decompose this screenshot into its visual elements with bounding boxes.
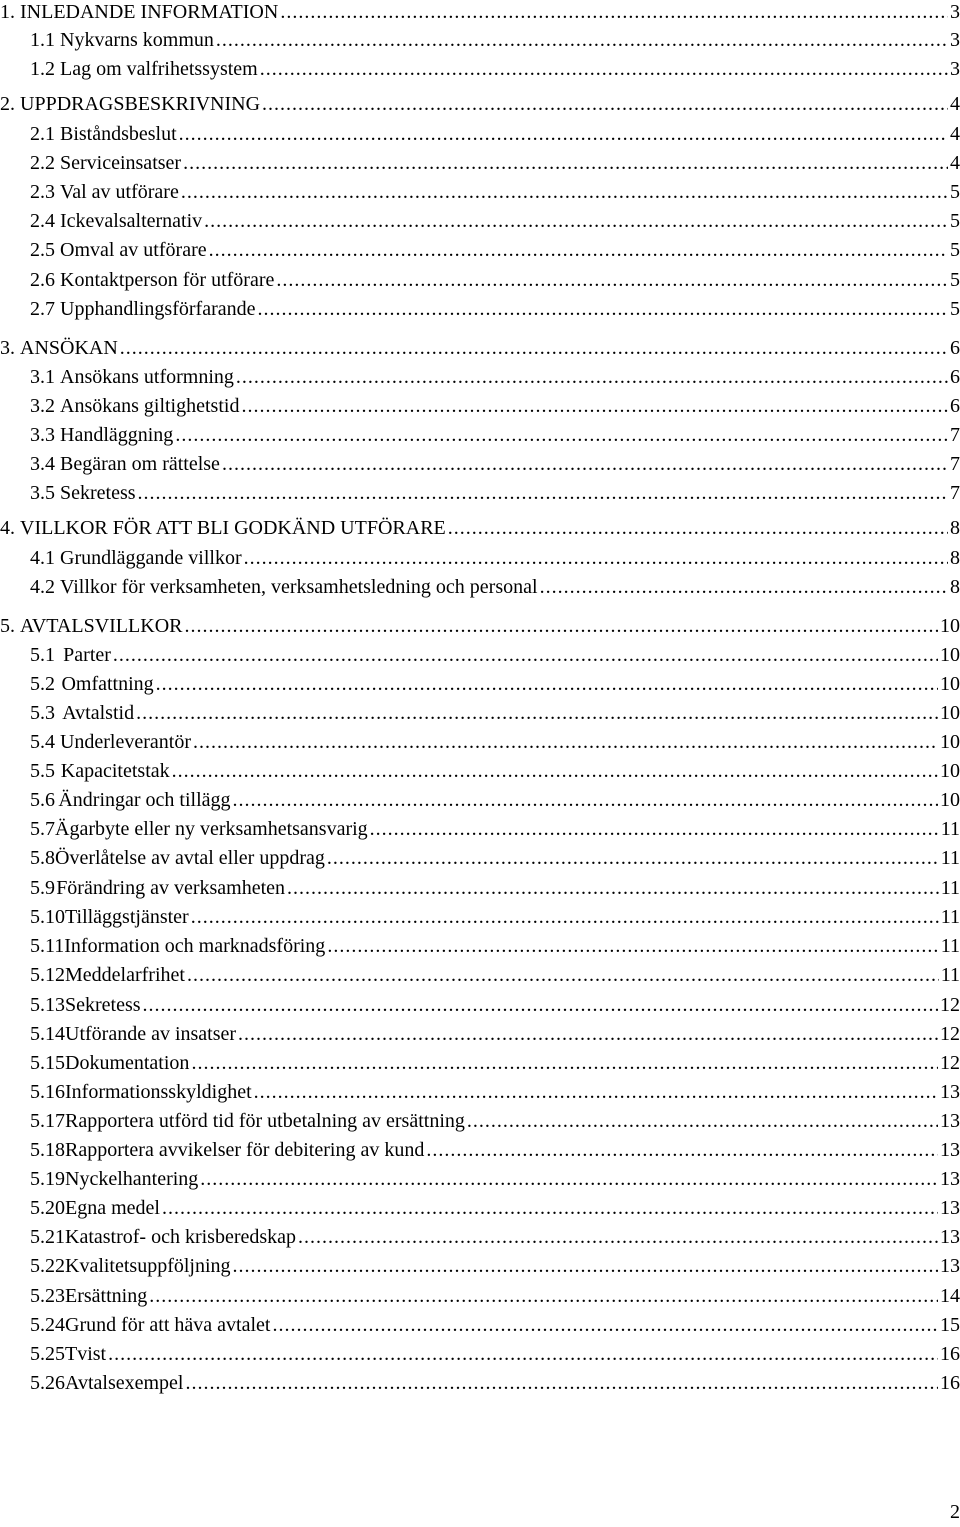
toc-entry-title: VILLKOR FÖR ATT BLI GODKÄND UTFÖRARE (20, 517, 446, 539)
toc-entry-line (0, 0, 960, 24)
toc-entry-page: 3 (950, 1, 960, 23)
toc-entry-number: 5. (0, 615, 15, 637)
toc-entry-page: 10 (940, 702, 960, 724)
toc-entry-page: 11 (940, 877, 960, 899)
toc-entry[interactable] (0, 28, 960, 52)
toc-entry-number: 5.16 (30, 1081, 65, 1103)
toc-entry-title: Nyckelhantering (65, 1168, 199, 1190)
toc-entry-line (30, 817, 960, 841)
toc-entry[interactable] (0, 876, 960, 900)
toc-entry[interactable] (0, 643, 960, 667)
toc-entry-page: 6 (950, 395, 960, 417)
toc-entry-line (30, 730, 960, 754)
toc-entry[interactable] (0, 993, 960, 1017)
toc-dot-leader (276, 268, 948, 292)
toc-entry-number: 5.23 (30, 1285, 65, 1307)
toc-entry-line (30, 1254, 960, 1278)
toc-entry-line (30, 180, 960, 204)
toc-entry-title: Kapacitetstak (60, 760, 170, 782)
toc-entry-title: Omval av utförare (60, 239, 207, 261)
toc-entry-number: 1.1 (30, 29, 55, 51)
toc-entry-page: 11 (940, 964, 960, 986)
toc-entry-number: 3.1 (30, 366, 55, 388)
toc-entry-line (30, 57, 960, 81)
toc-dot-leader (238, 1022, 938, 1046)
toc-entry-title: Grund för att häva avtalet (65, 1314, 271, 1336)
toc-entry-page: 6 (950, 366, 960, 388)
toc-entry-line (30, 394, 960, 418)
toc-entry[interactable] (0, 57, 960, 81)
toc-entry[interactable] (0, 209, 960, 233)
toc-entry[interactable] (0, 297, 960, 321)
toc-entry-title: Ersättning (65, 1285, 148, 1307)
toc-entry[interactable] (0, 1167, 960, 1191)
toc-entry[interactable] (0, 1371, 960, 1395)
toc-entry-line (30, 876, 960, 900)
toc-entry-page: 10 (940, 760, 960, 782)
toc-dot-leader (184, 614, 938, 638)
toc-entry-title: Villkor för verksamheten, verksamhetsledning och personal (60, 576, 538, 598)
toc-entry-number: 5.20 (30, 1197, 65, 1219)
toc-entry-number: 5.4 (30, 731, 55, 753)
toc-entry-line (0, 92, 960, 116)
toc-entry-line (30, 1313, 960, 1337)
toc-entry-title: Parter (63, 644, 111, 666)
toc-entry[interactable] (0, 905, 960, 929)
toc-entry-number: 1. (0, 1, 15, 23)
toc-entry-title: Ansökans giltighetstid (60, 395, 240, 417)
toc-dot-leader (280, 0, 948, 24)
toc-entry-title: Tilläggstjänster (65, 906, 189, 928)
toc-entry-number: 3.2 (30, 395, 55, 417)
toc-entry-page: 16 (940, 1372, 960, 1394)
toc-entry-title: Rapportera avvikelser för debitering av kund (65, 1139, 425, 1161)
toc-entry-number: 5.5 (30, 760, 55, 782)
toc-dot-leader (181, 180, 948, 204)
toc-entry-line (30, 1225, 960, 1249)
toc-entry[interactable] (0, 151, 960, 175)
toc-entry-number: 5.18 (30, 1139, 65, 1161)
toc-entry-number: 4.2 (30, 576, 55, 598)
toc-entry[interactable] (0, 1022, 960, 1046)
toc-entry-line (30, 209, 960, 233)
toc-entry-title: Biståndsbeslut (60, 123, 177, 145)
toc-entry[interactable] (0, 1138, 960, 1162)
toc-entry-page: 8 (950, 576, 960, 598)
toc-entry[interactable] (0, 516, 960, 540)
toc-dot-leader (183, 151, 948, 175)
toc-dot-leader (191, 905, 939, 929)
toc-entry-number: 2.7 (30, 298, 55, 320)
toc-entry-title: Sekretess (60, 482, 136, 504)
toc-entry-page: 13 (940, 1197, 960, 1219)
toc-entry-line (30, 1022, 960, 1046)
toc-entry-page: 8 (950, 517, 960, 539)
toc-entry[interactable] (0, 934, 960, 958)
toc-entry[interactable] (0, 268, 960, 292)
toc-entry[interactable] (0, 1196, 960, 1220)
toc-entry-title: Tvist (65, 1343, 107, 1365)
toc-entry-page: 13 (940, 1255, 960, 1277)
toc-dot-leader (179, 122, 948, 146)
toc-entry[interactable] (0, 0, 960, 24)
toc-entry-page: 7 (950, 424, 960, 446)
toc-entry-line (30, 365, 960, 389)
toc-entry-page: 10 (940, 644, 960, 666)
toc-dot-leader (287, 876, 939, 900)
toc-dot-leader (222, 452, 948, 476)
toc-entry-page: 15 (940, 1314, 960, 1336)
toc-entry-page: 6 (950, 337, 960, 359)
toc-entry-title: Förändring av verksamheten (56, 877, 286, 899)
toc-entry-page: 7 (950, 453, 960, 475)
toc-entry[interactable] (0, 423, 960, 447)
toc-entry[interactable] (0, 1225, 960, 1249)
toc-entry-number: 3.5 (30, 482, 55, 504)
toc-entry-line (30, 1109, 960, 1133)
toc-entry-page: 4 (950, 123, 960, 145)
toc-dot-leader (191, 1051, 938, 1075)
toc-entry[interactable] (0, 730, 960, 754)
toc-entry[interactable] (0, 672, 960, 696)
toc-entry-page: 13 (940, 1226, 960, 1248)
toc-dot-leader (120, 336, 948, 360)
toc-entry[interactable] (0, 575, 960, 599)
toc-entry-page: 12 (940, 1052, 960, 1074)
toc-entry-title: INLEDANDE INFORMATION (20, 1, 279, 23)
toc-entry-number: 3. (0, 337, 15, 359)
toc-entry-page: 5 (950, 181, 960, 203)
page-number: 2 (950, 1501, 960, 1523)
toc-entry-line (30, 993, 960, 1017)
toc-entry-number: 2. (0, 93, 15, 115)
toc-entry[interactable] (0, 1080, 960, 1104)
toc-entry[interactable] (0, 546, 960, 570)
toc-entry-number: 5.26 (30, 1372, 65, 1394)
toc-entry-line (30, 1080, 960, 1104)
toc-dot-leader (113, 643, 938, 667)
toc-entry-number: 5.3 (30, 702, 55, 724)
toc-dot-leader (241, 394, 948, 418)
toc-dot-leader (209, 238, 948, 262)
toc-dot-leader (143, 993, 938, 1017)
toc-entry-number: 2.5 (30, 239, 55, 261)
toc-entry-number: 3.3 (30, 424, 55, 446)
toc-dot-leader (540, 575, 948, 599)
toc-entry-number: 4. (0, 517, 15, 539)
toc-entry[interactable] (0, 846, 960, 870)
toc-entry[interactable] (0, 759, 960, 783)
toc-entry-title: Val av utförare (60, 181, 179, 203)
toc-entry-line (30, 546, 960, 570)
toc-entry-title: Informationsskyldighet (65, 1081, 252, 1103)
toc-entry-number: 5.15 (30, 1052, 65, 1074)
toc-dot-leader (136, 701, 938, 725)
toc-dot-leader (236, 365, 948, 389)
toc-entry-number: 5.6 (30, 789, 55, 811)
toc-dot-leader (204, 209, 948, 233)
toc-entry-page: 8 (950, 547, 960, 569)
toc-entry-number: 5.2 (30, 673, 55, 695)
toc-entry-title: Avtalsexempel (65, 1372, 184, 1394)
toc-entry-number: 5.17 (30, 1110, 65, 1132)
toc-entry[interactable] (0, 1109, 960, 1133)
toc-entry-page: 3 (950, 29, 960, 51)
toc-entry[interactable] (0, 365, 960, 389)
toc-entry-line (30, 1196, 960, 1220)
toc-entry-page: 13 (940, 1168, 960, 1190)
toc-entry-number: 5.24 (30, 1314, 65, 1336)
toc-entry-title: UPPDRAGSBESKRIVNING (20, 93, 261, 115)
toc-entry-page: 10 (940, 615, 960, 637)
toc-entry-line (30, 1138, 960, 1162)
toc-entry-line (30, 905, 960, 929)
toc-entry-page: 5 (950, 210, 960, 232)
toc-entry-page: 12 (940, 1023, 960, 1045)
toc-entry-title: Avtalstid (62, 702, 135, 724)
toc-entry-page: 12 (940, 994, 960, 1016)
toc-entry-number: 4.1 (30, 547, 55, 569)
toc-entry-page: 10 (940, 789, 960, 811)
toc-dot-leader (138, 481, 948, 505)
toc-entry-number: 5.12 (30, 964, 65, 986)
toc-entry[interactable] (0, 481, 960, 505)
toc-entry-line (0, 516, 960, 540)
toc-entry-line (30, 701, 960, 725)
toc-entry-title: Underleverantör (59, 731, 191, 753)
toc-entry[interactable] (0, 701, 960, 725)
toc-entry-page: 7 (950, 482, 960, 504)
toc-entry-page: 5 (950, 269, 960, 291)
toc-entry-page: 10 (940, 673, 960, 695)
toc-entry-line (30, 1342, 960, 1366)
toc-entry[interactable] (0, 817, 960, 841)
toc-dot-leader (272, 1313, 938, 1337)
toc-entry-page: 4 (950, 93, 960, 115)
toc-entry-number: 5.10 (30, 906, 65, 928)
toc-entry-title: Rapportera utförd tid för utbetalning av ersättning (65, 1110, 465, 1132)
toc-entry[interactable] (0, 452, 960, 476)
toc-entry-page: 11 (940, 818, 960, 840)
toc-dot-leader (172, 759, 938, 783)
toc-entry-title: Överlåtelse av avtal eller uppdrag (55, 847, 325, 869)
toc-entry-line (30, 575, 960, 599)
toc-entry[interactable] (0, 1284, 960, 1308)
toc-entry-title: Ansökans utformning (60, 366, 234, 388)
toc-dot-leader (327, 934, 938, 958)
toc-entry-line (30, 846, 960, 870)
toc-entry-title: Handläggning (60, 424, 174, 446)
toc-entry-number: 2.4 (30, 210, 55, 232)
toc-entry-title: Meddelarfrihet (65, 964, 185, 986)
toc-entry-line (30, 788, 960, 812)
toc-entry-number: 1.2 (30, 58, 55, 80)
toc-entry-title: Information och marknadsföring (64, 935, 326, 957)
toc-entry-number: 2.2 (30, 152, 55, 174)
toc-entry-line (30, 934, 960, 958)
toc-entry-page: 13 (940, 1139, 960, 1161)
toc-dot-leader (162, 1196, 938, 1220)
toc-dot-leader (260, 57, 948, 81)
toc-entry-line (30, 452, 960, 476)
toc-entry-page: 16 (940, 1343, 960, 1365)
toc-dot-leader (370, 817, 939, 841)
toc-entry[interactable] (0, 92, 960, 116)
toc-entry-page: 13 (940, 1110, 960, 1132)
toc-entry-number: 2.3 (30, 181, 55, 203)
toc-entry-page: 5 (950, 298, 960, 320)
toc-entry-title: ANSÖKAN (20, 337, 118, 359)
toc-entry[interactable] (0, 1254, 960, 1278)
toc-dot-leader (426, 1138, 938, 1162)
toc-entry[interactable] (0, 180, 960, 204)
toc-entry-number: 3.4 (30, 453, 55, 475)
toc-entry-line (30, 643, 960, 667)
toc-entry-title: Egna medel (65, 1197, 160, 1219)
toc-entry-line (30, 1167, 960, 1191)
toc-entry-number: 5.1 (30, 644, 55, 666)
toc-entry-line (0, 336, 960, 360)
toc-dot-leader (185, 1371, 938, 1395)
toc-dot-leader (448, 516, 948, 540)
toc-entry-number: 5.19 (30, 1168, 65, 1190)
toc-entry-line (0, 614, 960, 638)
toc-entry-title: Grundläggande villkor (60, 547, 242, 569)
toc-entry-page: 11 (940, 935, 960, 957)
toc-entry-title: Sekretess (65, 994, 141, 1016)
toc-entry-page: 11 (940, 906, 960, 928)
toc-entry-number: 5.9 (30, 877, 55, 899)
toc-entry[interactable] (0, 394, 960, 418)
toc-entry-line (30, 672, 960, 696)
toc-entry[interactable] (0, 238, 960, 262)
toc-entry-line (30, 423, 960, 447)
toc-entry-title: Omfattning (61, 673, 154, 695)
toc-dot-leader (193, 730, 938, 754)
toc-entry-title: AVTALSVILLKOR (20, 615, 183, 637)
toc-dot-leader (258, 297, 949, 321)
toc-entry-page: 3 (950, 58, 960, 80)
toc-dot-leader (467, 1109, 938, 1133)
toc-dot-leader (200, 1167, 938, 1191)
toc-entry-line (30, 122, 960, 146)
toc-entry-title: Utförande av insatser (65, 1023, 237, 1045)
toc-dot-leader (262, 92, 948, 116)
toc-entry-line (30, 1051, 960, 1075)
toc-dot-leader (233, 1254, 938, 1278)
toc-entry-line (30, 151, 960, 175)
toc-entry-page: 14 (940, 1285, 960, 1307)
toc-entry-line (30, 481, 960, 505)
toc-entry[interactable] (0, 336, 960, 360)
toc-entry-title: Nykvarns kommun (60, 29, 214, 51)
toc-entry-number: 5.22 (30, 1255, 65, 1277)
toc-entry-title: Kvalitetsuppföljning (65, 1255, 231, 1277)
toc-entry-title: Dokumentation (65, 1052, 190, 1074)
toc-entry-title: Kontaktperson för utförare (60, 269, 275, 291)
toc-entry-title: Begäran om rättelse (60, 453, 220, 475)
toc-entry-page: 10 (940, 731, 960, 753)
toc-entry-page: 4 (950, 152, 960, 174)
toc-dot-leader (254, 1080, 938, 1104)
toc-entry-line (30, 28, 960, 52)
toc-entry[interactable] (0, 614, 960, 638)
toc-dot-leader (108, 1342, 938, 1366)
toc-dot-leader (233, 788, 938, 812)
toc-entry-title: Lag om valfrihetssystem (60, 58, 258, 80)
toc-entry-title: Ickevalsalternativ (60, 210, 203, 232)
toc-entry-number: 5.7 (30, 818, 55, 840)
toc-entry-line (30, 297, 960, 321)
toc-entry-page: 11 (940, 847, 960, 869)
toc-entry-number: 5.8 (30, 847, 55, 869)
toc-entry-number: 5.25 (30, 1343, 65, 1365)
toc-entry-line (30, 268, 960, 292)
toc-entry-line (30, 759, 960, 783)
toc-entry[interactable] (0, 1313, 960, 1337)
toc-entry-page: 13 (940, 1081, 960, 1103)
toc-entry-title: Katastrof- och krisberedskap (65, 1226, 297, 1248)
toc-dot-leader (187, 963, 939, 987)
toc-entry[interactable] (0, 1342, 960, 1366)
toc-dot-leader (156, 672, 938, 696)
toc-entry[interactable] (0, 788, 960, 812)
toc-entry-number: 5.21 (30, 1226, 65, 1248)
toc-entry-line (30, 1284, 960, 1308)
toc-entry-number: 5.11 (30, 935, 65, 957)
toc-dot-leader (216, 28, 948, 52)
toc-entry-title: Ändringar och tillägg (58, 789, 231, 811)
toc-dot-leader (244, 546, 948, 570)
toc-entry-title: Upphandlingsförfarande (60, 298, 256, 320)
toc-dot-leader (149, 1284, 938, 1308)
toc-entry-title: Ägarbyte eller ny verksamhetsansvarig (55, 818, 368, 840)
toc-entry-number: 5.14 (30, 1023, 65, 1045)
toc-entry-number: 5.13 (30, 994, 65, 1016)
toc-entry-number: 2.6 (30, 269, 55, 291)
toc-entry-page: 5 (950, 239, 960, 261)
toc-entry[interactable] (0, 963, 960, 987)
toc-dot-leader (175, 423, 948, 447)
toc-dot-leader (298, 1225, 938, 1249)
toc-entry-number: 2.1 (30, 123, 55, 145)
toc-dot-leader (327, 846, 939, 870)
toc-entry-line (30, 1371, 960, 1395)
toc-entry-line (30, 963, 960, 987)
toc-entry-line (30, 238, 960, 262)
toc-entry-title: Serviceinsatser (60, 152, 182, 174)
toc-entry[interactable] (0, 122, 960, 146)
toc-entry[interactable] (0, 1051, 960, 1075)
